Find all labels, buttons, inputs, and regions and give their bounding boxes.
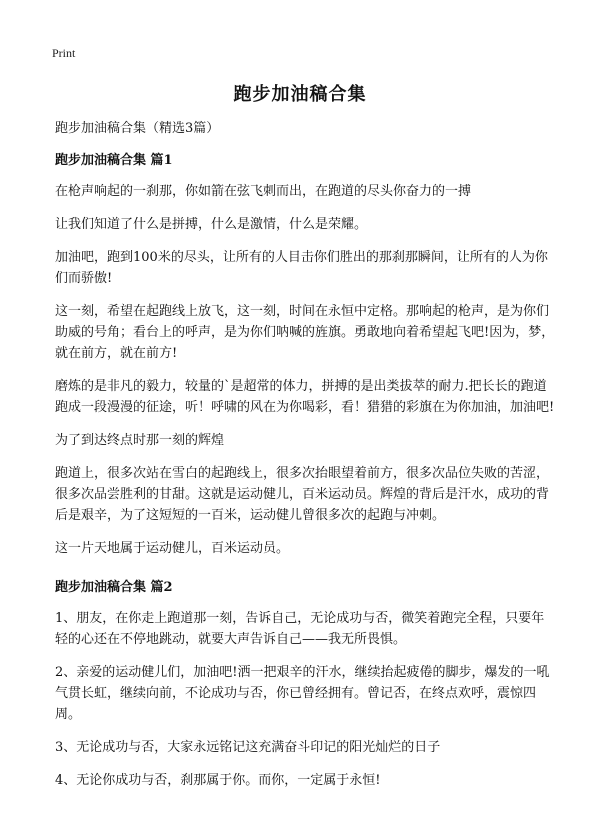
paragraph: 这一片天地属于运动健儿，百米运动员。 <box>55 541 290 556</box>
document-subtitle: 跑步加油稿合集（精选3篇） <box>55 121 220 136</box>
paragraph: 2、亲爱的运动健儿们，加油吧!洒一把艰辛的汗水，继续抬起疲倦的脚步，爆发的一吼气贯长虹，继续向前，不论成功与否，你已曾经拥有。曾记否，在终点欢呼，震惊四周。 <box>55 665 550 722</box>
paragraph: 1、朋友，在你走上跑道那一刻，告诉自己，无论成功与否，微笑着跑完全程，只要年轻的心还在不停地跳动，就要大声告诉自己——我无所畏惧。 <box>55 611 545 647</box>
paragraph: 3、无论成功与否，大家永远铭记这充满奋斗印记的阳光灿烂的日子 <box>55 740 441 755</box>
paragraph: 加油吧，跑到100米的尽头，让所有的人目击你们胜出的那刹那瞬间，让所有的人为你们而骄傲! <box>55 250 548 286</box>
paragraph: 这一刻，希望在起跑线上放飞，这一刻，时间在永恒中定格。那响起的枪声，是为你们助威的号角；看台上的呼声，是为你们呐喊的旌旗。勇敢地向着希望起飞吧!因为，梦，就在前方，就在前方! <box>55 304 555 361</box>
paragraph: 在枪声响起的一刹那，你如箭在弦飞刺而出，在跑道的尽头你奋力的一搏 <box>55 184 472 199</box>
page-title: 跑步加油稿合集 <box>233 84 367 105</box>
document-body <box>55 118 555 803</box>
section-heading: 跑步加油稿合集 篇2 <box>55 580 173 595</box>
paragraph: 让我们知道了什么是拼搏，什么是激情，什么是荣耀。 <box>55 217 368 232</box>
paragraph: 4、无论你成功与否，刹那属于你。而你，一定属于永恒! <box>55 773 381 788</box>
paragraph: 磨炼的是非凡的毅力，较量的`是超常的体力，拼搏的是出类拔萃的耐力.把长长的跑道跑成一段漫漫的征途，听！呼啸的风在为你喝彩，看！猎猎的彩旗在为你加油，加油吧! <box>55 379 555 415</box>
section-1 <box>55 150 555 559</box>
paragraph: 为了到达终点时那一刻的辉煌 <box>55 433 225 448</box>
section-heading: 跑步加油稿合集 篇1 <box>55 153 173 168</box>
section-2 <box>55 577 555 791</box>
paragraph: 跑道上，很多次站在雪白的起跑线上，很多次抬眼望着前方，很多次品位失败的苦涩，很多次品尝胜利的甘甜。这就是运动健儿，百米运动员。辉煌的背后是汗水，成功的背后是艰辛，为了这短短的一百米，运动健儿曾很多次的起跑与冲刺。 <box>55 466 550 523</box>
print-link[interactable]: Print <box>52 46 76 60</box>
